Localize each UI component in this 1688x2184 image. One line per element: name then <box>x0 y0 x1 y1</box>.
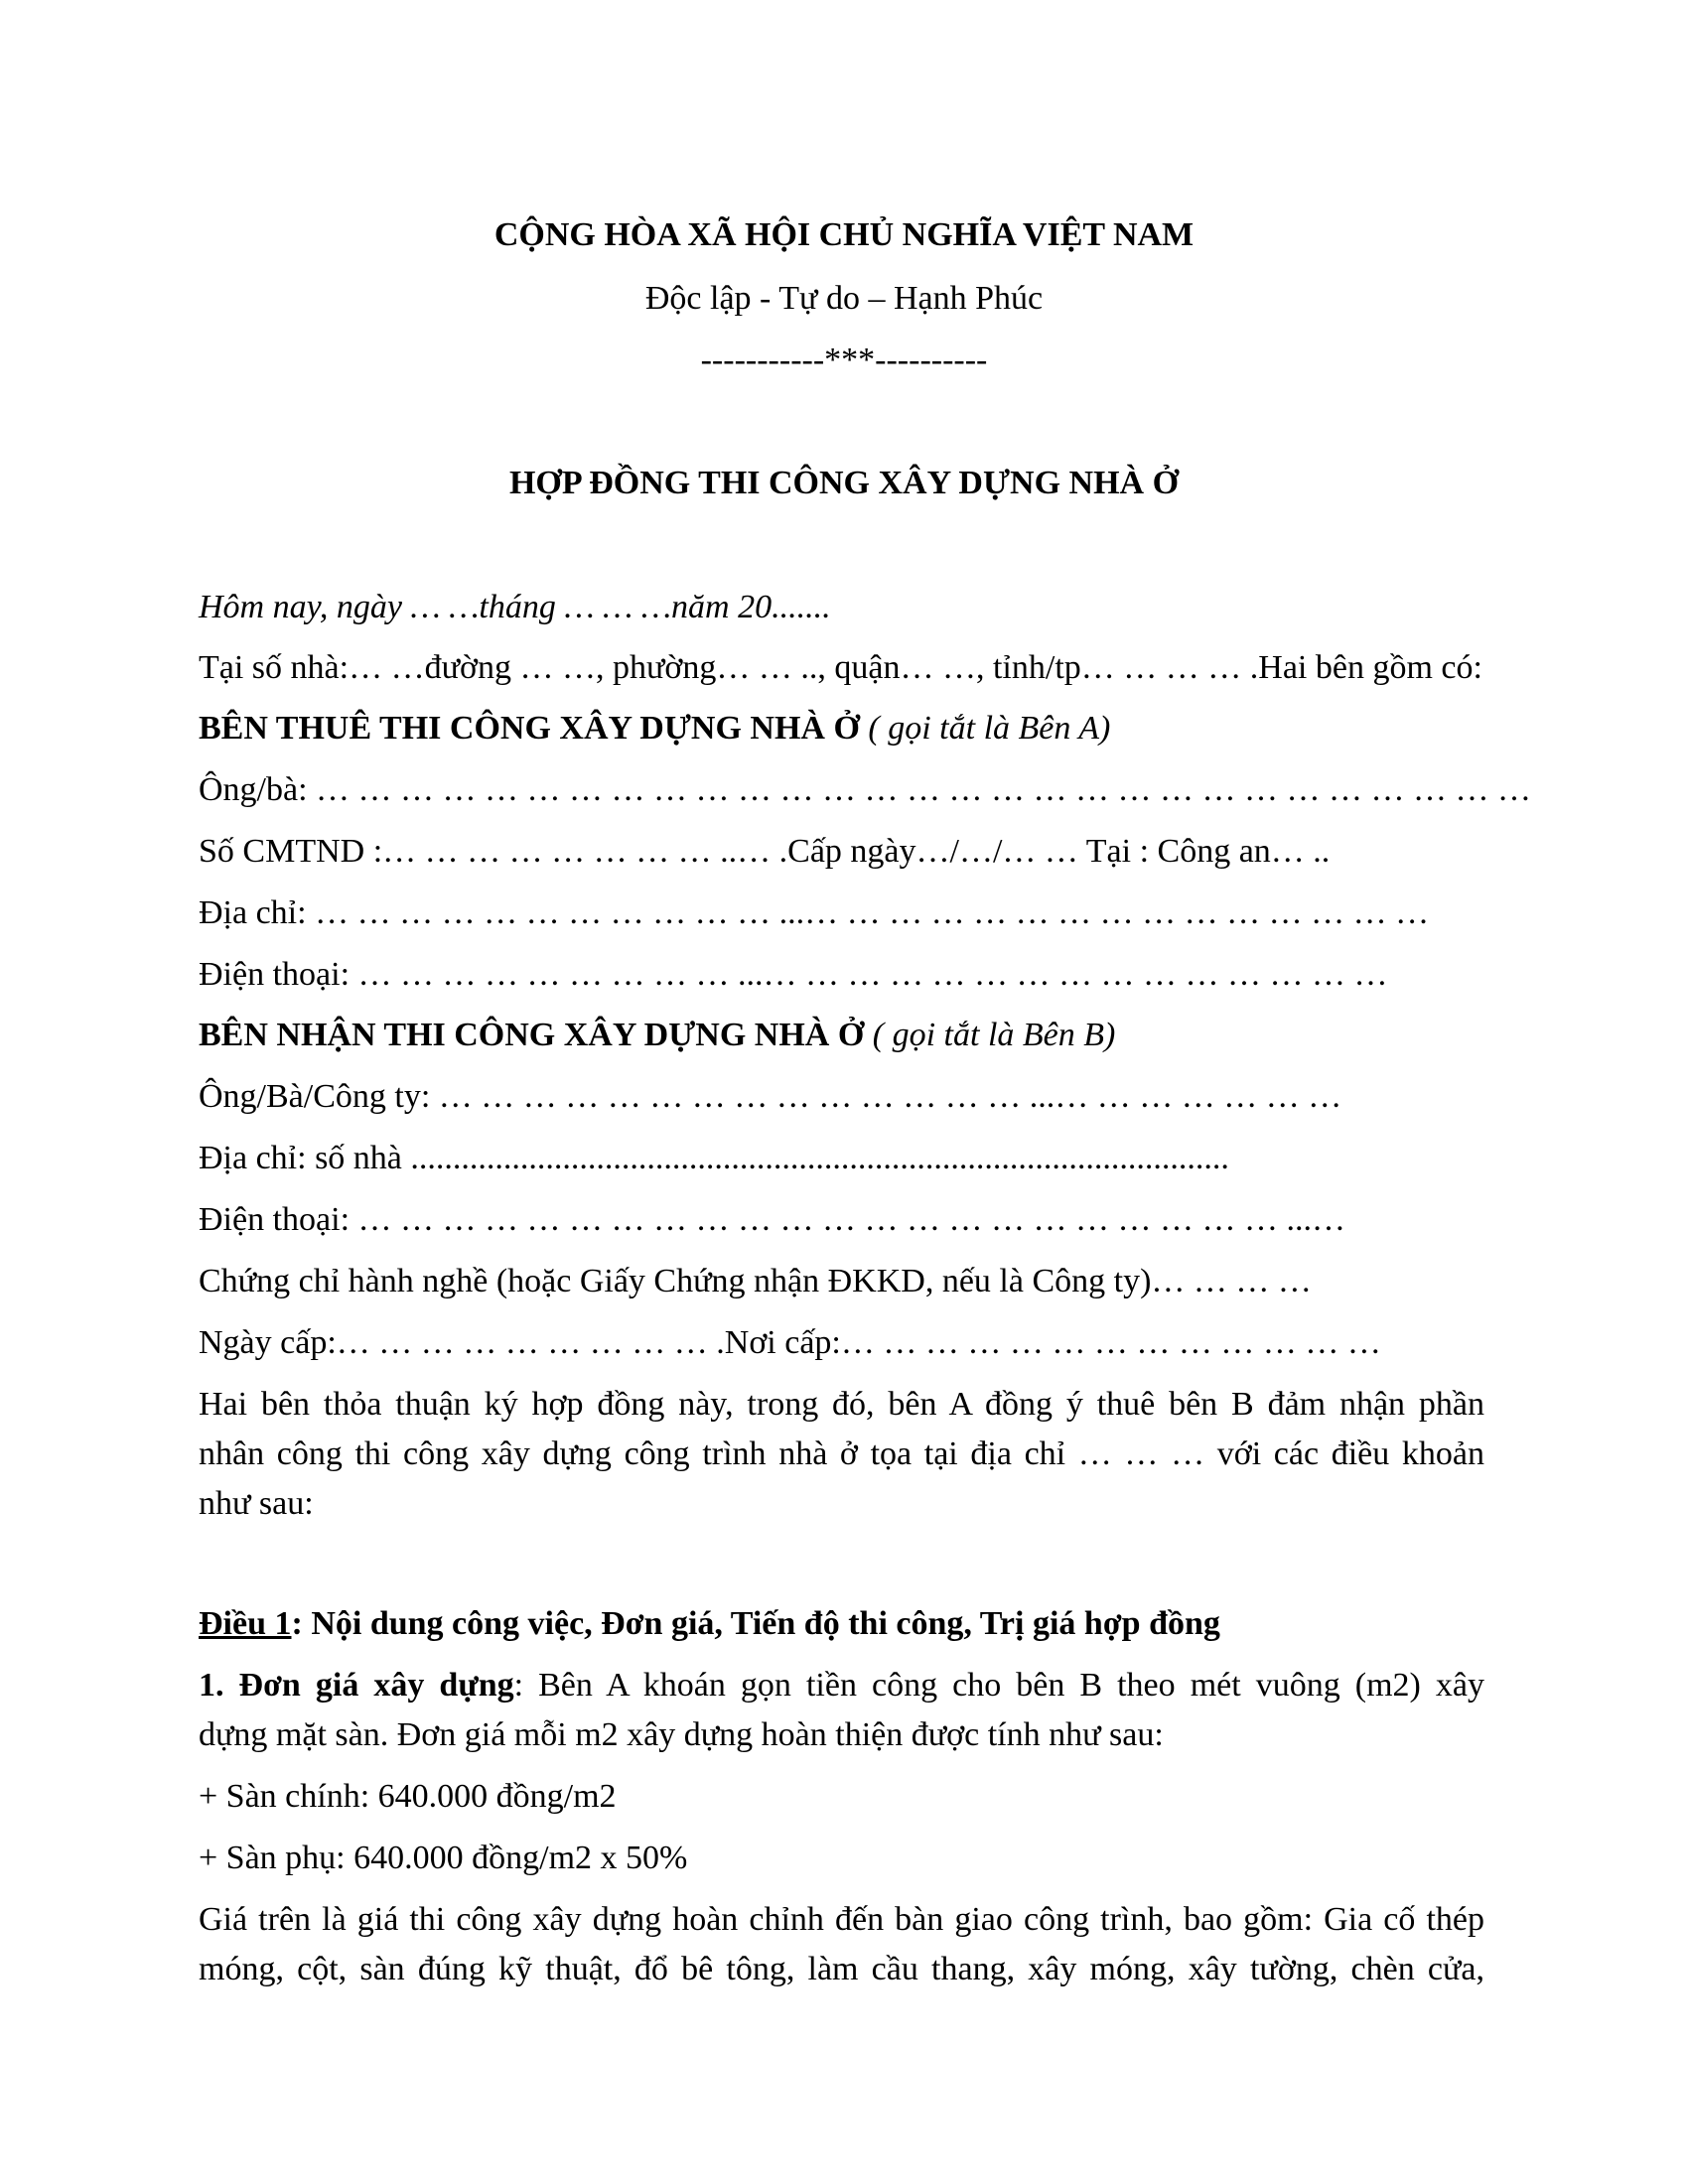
price-scope-line-1: Giá trên là giá thi công xây dựng hoàn chỉnh đến bàn giao công trình, bao gồm: Gia cố thép <box>199 1901 1484 1938</box>
main-floor-price: + Sàn chính: 640.000 đồng/m2 <box>199 1778 617 1815</box>
party-b-issue: Ngày cấp:… … … … … … … … … .Nơi cấp:… … … … … … … … … … … … … <box>199 1324 1381 1361</box>
party-a-heading-line <box>199 710 1110 748</box>
party-a-heading: BÊN THUÊ THI CÔNG XÂY DỰNG NHÀ Ở <box>199 710 860 747</box>
party-b-heading: BÊN NHẬN THI CÔNG XÂY DỰNG NHÀ Ở <box>199 1017 865 1053</box>
party-a-phone: Điện thoại: … … … … … … … … … ...… … … … … … … … … … … … … … … <box>199 956 1388 993</box>
article-1-title: : Nội dung công việc, Đơn giá, Tiến độ thi công, Trị giá hợp đồng <box>291 1605 1220 1642</box>
party-b-alias: ( gọi tắt là Bên B) <box>864 1017 1116 1053</box>
party-b-name: Ông/Bà/Công ty: … … … … … … … … … … … … … … ...… … … … … … … <box>199 1078 1342 1115</box>
party-a-address: Địa chỉ: … … … … … … … … … … … ...… … … … … … … … … … … … … … … <box>199 894 1430 931</box>
header-divider: -----------***---------- <box>700 341 988 378</box>
party-b-heading-line <box>199 1017 1115 1054</box>
contract-title: HỢP ĐỒNG THI CÔNG XÂY DỰNG NHÀ Ở <box>508 465 1180 501</box>
date-line: Hôm nay, ngày … …tháng … … …năm 20....... <box>199 589 831 625</box>
agreement-line-2: nhân công thi công xây dựng công trình nhà ở tọa tại địa chỉ … … … với các điều khoản <box>199 1435 1484 1472</box>
party-a-name: Ông/bà: … … … … … … … … … … … … … … … … … … … … … … … … … … … … … <box>199 771 1532 808</box>
national-title: CỘNG HÒA XÃ HỘI CHỦ NGHĨA VIỆT NAM <box>493 216 1195 253</box>
article-1-heading <box>199 1605 1220 1643</box>
party-b-license: Chứng chỉ hành nghề (hoặc Giấy Chứng nhận ĐKKD, nếu là Công ty)… … … … <box>199 1263 1312 1299</box>
article-1-label: Điều 1 <box>199 1605 292 1642</box>
price-scope-line-2: móng, cột, sàn đúng kỹ thuật, đổ bê tông, làm cầu thang, xây móng, xây tường, chèn cửa, <box>199 1951 1484 1987</box>
party-b-phone: Điện thoại: … … … … … … … … … … … … … … … … … … … … … … ...… <box>199 1201 1346 1238</box>
place-line: Tại số nhà:… …đường … …, phường… … .., quận… …, tỉnh/tp… … … … .Hai bên gồm có: <box>199 649 1482 686</box>
party-a-id-card: Số CMTND :… … … … … … … … ..… .Cấp ngày…/…/… … Tại : Công an… .. <box>199 833 1331 870</box>
sub-floor-price: + Sàn phụ: 640.000 đồng/m2 x 50% <box>199 1840 688 1876</box>
party-a-alias: ( gọi tắt là Bên A) <box>859 710 1111 747</box>
unit-price-text: : Bên A khoán gọn tiền công cho bên B theo mét vuông (m2) xây <box>513 1667 1484 1704</box>
unit-price-line-1 <box>199 1667 1484 1705</box>
agreement-line-1: Hai bên thỏa thuận ký hợp đồng này, trong đó, bên A đồng ý thuê bên B đảm nhận phần <box>199 1386 1484 1423</box>
agreement-line-3: như sau: <box>199 1485 314 1522</box>
national-motto: Độc lập - Tự do – Hạnh Phúc <box>644 280 1044 317</box>
party-b-address: Địa chỉ: số nhà ................................................................................................. <box>199 1140 1229 1176</box>
unit-price-line-2: dựng mặt sàn. Đơn giá mỗi m2 xây dựng hoàn thiện được tính như sau: <box>199 1716 1164 1753</box>
unit-price-label: 1. Đơn giá xây dựng <box>199 1667 514 1704</box>
